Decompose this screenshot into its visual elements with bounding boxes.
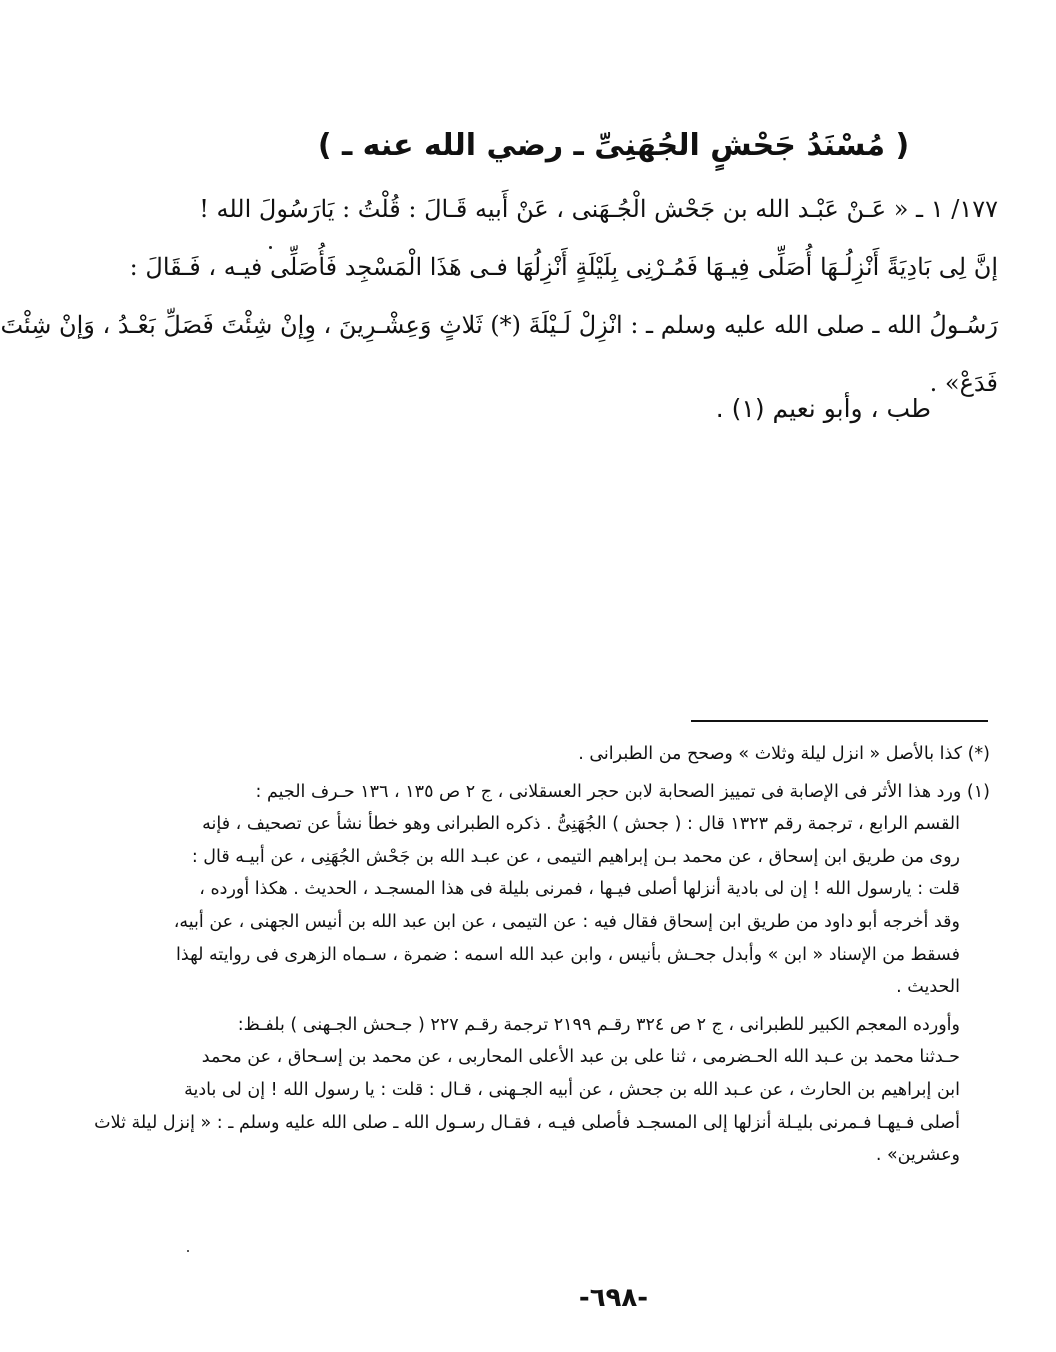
footnote-line: وعشرين» . xyxy=(875,1145,960,1166)
footnote-line: وقد أخرجه أبو داود من طريق ابن إسحاق فقال فيه : عن التيمى ، عن ابن عبد الله بن أنيس الجهنى ، عن أبيه، xyxy=(173,911,960,932)
footnote-line: ابن إبراهيم بن الحارث ، عن عـبد الله بن جحش ، عن أبيه الجـهنى ، قـال : قلت : يا رسول الله ! إن لى بادية xyxy=(184,1079,960,1100)
hadith-line: فَدَعْ» . xyxy=(929,369,998,397)
page-number: -٦٩٨- xyxy=(578,1283,649,1313)
footnote-line: قلت : يارسول الله ! إن لى بادية أنزلها أصلى فيـها ، فمرنى بليلة فى هذا المسجـد ، الحديث . هكذا أورده ، xyxy=(199,879,960,900)
footnote-star: (*) كذا بالأصل « انزل ليلة وثلاث » وصحح من الطبرانى . xyxy=(578,744,990,764)
scan-speck xyxy=(269,246,272,249)
footnote-separator xyxy=(691,720,988,722)
footnote-2 xyxy=(94,1009,990,1172)
footnote-line: حـدثنا محمد بن عـبد الله الحـضرمى ، ثنا على بن عبد الأعلى المحاربى ، عن محمد بن إسـحاق ، عن محمد xyxy=(201,1047,960,1068)
footnote-line: الحديث . xyxy=(896,977,960,998)
footnote-line: (١) ورد هذا الأثر فى الإصابة فى تمييز الصحابة لابن حجر العسقلانى ، ج ٢ ص ١٣٥ ، ١٣٦ حـرف الجيم : xyxy=(255,781,990,802)
footnote-line: روى من طريق ابن إسحاق ، عن محمد بـن إبراهيم التيمى ، عن عبـد الله بن جَحْش الجُهَنِى ، عن أبيـه قال : xyxy=(191,846,960,867)
footnote-1 xyxy=(173,776,990,1004)
hadith-line: ١٧٧/ ١ ـ « عَـنْ عَبْـد الله بن جَحْش الْجُـهَنى ، عَنْ أَبيه قَـالَ : قُلْتُ : يَارَسُولَ الله ! xyxy=(199,195,998,223)
hadith-line: رَسُـولُ الله ـ صلى الله عليه وسلم ـ : انْزِلْ لَـيْلَةَ (*) ثَلاثٍ وَعِشْـرِينَ ، وِإنْ شِئْتَ فَصَلِّ بَعْـدُ ، وَإنْ شِئْتَ xyxy=(0,311,998,339)
page-title: ( مُسْنَدُ جَحْشٍ الجُهَنِىِّ ـ رضي الله عنه ـ ) xyxy=(317,128,910,163)
footnotes xyxy=(94,738,990,1172)
footnote-line: وأورده المعجم الكبير للطبرانى ، ج ٢ ص ٣٢٤ رقـم ٢١٩٩ ترجمة رقـم ٢٢٧ ( جـحش الجـهنى ) بلفـظ: xyxy=(237,1014,960,1035)
footnote-line: فسقط من الإسناد « ابن » وأبدل جحـش بأنيس ، وابن عبد الله اسمه : ضمرة ، سـماه الزهرى فى روايته لهذا xyxy=(176,944,960,965)
hadith-source: طب ، وأبو نعيم (١) . xyxy=(715,394,931,423)
footnote-line: أصلى فـيهـا فـمرنى بليـلة أنزلها إلى المسجـد فأصلى فيـه ، فقـال رسـول الله ـ صلى الله عليه وسلم ـ : « إنزل ليلة ثلاث xyxy=(94,1112,960,1133)
footnote-line: القسم الرابع ، ترجمة رقم ١٣٢٣ قال : ( جحش ) الجُهَنِىُّ . ذكره الطبرانى وهو خطأ نشأ عن تصحيف ، فإنه xyxy=(202,814,960,835)
hadith-text xyxy=(0,180,998,412)
hadith-line: إنَّ لِى بَادِيَةً أَنْزِلُـهَا أُصَلِّى فِيـهَا فَمُـرْنِى بِلَيْلَةٍ أَنْزِلُهَا فـى هَذَا الْمَسْجِد فَأُصَلِّى فيـه ، فَـقَالَ : xyxy=(129,253,998,281)
scan-speck xyxy=(187,1250,189,1252)
